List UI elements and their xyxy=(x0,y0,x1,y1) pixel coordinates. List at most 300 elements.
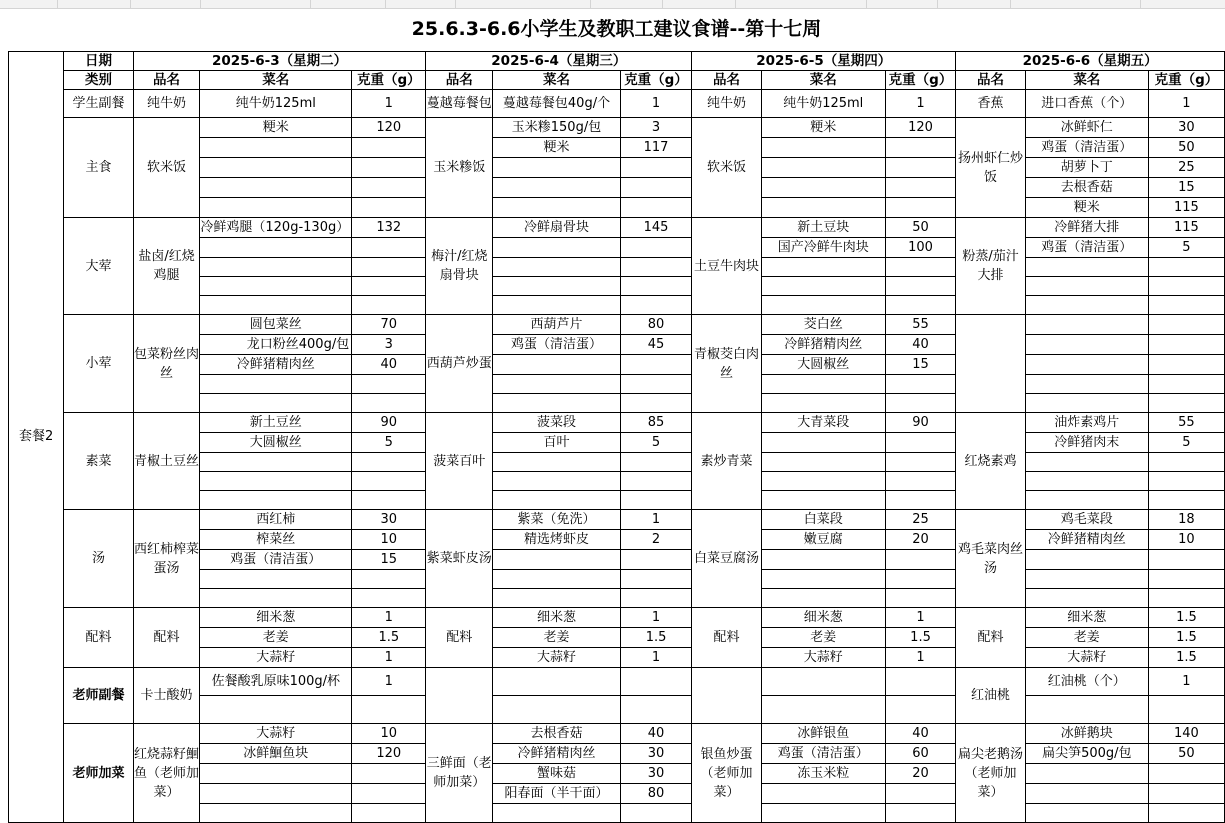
empty-cell xyxy=(493,550,621,570)
dish-cell: 榨菜丝 xyxy=(200,530,352,550)
weight-cell: 120 xyxy=(885,118,956,138)
empty-cell xyxy=(885,453,956,472)
empty-cell xyxy=(1148,296,1224,315)
empty-cell xyxy=(1148,570,1224,589)
empty-cell xyxy=(352,784,426,804)
dish-cell: 鸡蛋（清洁蛋） xyxy=(200,550,352,570)
weight-cell: 80 xyxy=(620,315,691,335)
dish-header: 菜名 xyxy=(761,71,885,90)
dish-cell: 红油桃（个） xyxy=(1025,668,1148,696)
weight-cell: 1.5 xyxy=(1148,608,1224,628)
empty-cell xyxy=(1148,258,1224,277)
empty-cell xyxy=(761,696,885,724)
weight-cell: 1 xyxy=(885,608,956,628)
item-name-cell: 紫菜虾皮汤 xyxy=(426,510,493,608)
empty-cell xyxy=(620,296,691,315)
dish-header: 菜名 xyxy=(200,71,352,90)
weight-cell: 5 xyxy=(620,433,691,453)
weight-cell: 5 xyxy=(352,433,426,453)
item-name-cell: 配料 xyxy=(956,608,1026,668)
empty-cell xyxy=(1148,764,1224,784)
empty-cell xyxy=(200,375,352,394)
combo-label: 套餐2 xyxy=(9,52,64,823)
dish-cell: 细米葱 xyxy=(200,608,352,628)
weight-cell: 1 xyxy=(885,90,956,118)
dish-cell: 鸡蛋（清洁蛋） xyxy=(1025,138,1148,158)
empty-cell xyxy=(200,138,352,158)
weight-cell: 40 xyxy=(885,724,956,744)
empty-cell xyxy=(620,178,691,198)
empty-cell xyxy=(885,158,956,178)
item-name-cell: 蔓越莓餐包 xyxy=(426,90,493,118)
empty-cell xyxy=(200,764,352,784)
empty-cell xyxy=(1148,472,1224,491)
dish-cell: 冷鲜猪精肉丝 xyxy=(200,355,352,375)
item-name-cell: 红油桃 xyxy=(956,668,1026,724)
weight-cell: 50 xyxy=(885,218,956,238)
empty-cell xyxy=(352,138,426,158)
category-header: 类别 xyxy=(64,71,133,90)
empty-cell xyxy=(885,491,956,510)
dish-cell: 纯牛奶125ml xyxy=(761,90,885,118)
weight-cell: 1.5 xyxy=(1148,628,1224,648)
empty-cell xyxy=(352,198,426,218)
empty-cell xyxy=(620,472,691,491)
dish-cell: 粳米 xyxy=(493,138,621,158)
empty-cell xyxy=(620,238,691,258)
dish-cell: 油炸素鸡片 xyxy=(1025,413,1148,433)
weight-cell: 55 xyxy=(885,315,956,335)
empty-cell xyxy=(1025,355,1148,375)
dish-cell: 老姜 xyxy=(200,628,352,648)
empty-cell xyxy=(352,570,426,589)
weight-cell: 2 xyxy=(620,530,691,550)
item-name-header: 品名 xyxy=(956,71,1026,90)
dish-cell: 蟹味菇 xyxy=(493,764,621,784)
empty-cell xyxy=(761,258,885,277)
weight-cell: 1 xyxy=(620,608,691,628)
empty-cell xyxy=(493,472,621,491)
dish-cell: 细米葱 xyxy=(493,608,621,628)
empty-cell xyxy=(493,258,621,277)
empty-cell xyxy=(200,178,352,198)
dish-cell: 老姜 xyxy=(493,628,621,648)
dish-cell: 去根香菇 xyxy=(493,724,621,744)
empty-cell xyxy=(620,453,691,472)
empty-cell xyxy=(352,277,426,296)
weight-cell: 1 xyxy=(620,648,691,668)
category-cell: 老师加菜 xyxy=(64,724,133,823)
empty-cell xyxy=(352,472,426,491)
weight-cell: 115 xyxy=(1148,218,1224,238)
item-name-header: 品名 xyxy=(133,71,200,90)
empty-cell xyxy=(1025,696,1148,724)
dish-cell: 大蒜籽 xyxy=(493,648,621,668)
dish-cell: 菠菜段 xyxy=(493,413,621,433)
item-name-cell: 红烧蒜籽鮰鱼（老师加菜） xyxy=(133,724,200,823)
empty-cell xyxy=(620,491,691,510)
item-name-cell: 西红柿榨菜蛋汤 xyxy=(133,510,200,608)
empty-cell xyxy=(1148,589,1224,608)
empty-cell xyxy=(761,668,885,696)
weight-cell: 132 xyxy=(352,218,426,238)
empty-cell xyxy=(493,570,621,589)
dish-cell: 紫菜（免洗） xyxy=(493,510,621,530)
weight-cell: 90 xyxy=(885,413,956,433)
item-name-cell: 红烧素鸡 xyxy=(956,413,1026,510)
dish-cell: 阳春面（半干面） xyxy=(493,784,621,804)
empty-cell xyxy=(1148,335,1224,355)
item-name-cell: 扁尖老鹅汤（老师加菜） xyxy=(956,724,1026,823)
weight-cell: 15 xyxy=(885,355,956,375)
dish-cell: 鸡蛋（清洁蛋） xyxy=(761,744,885,764)
weight-cell: 10 xyxy=(352,724,426,744)
item-name-cell: 配料 xyxy=(426,608,493,668)
dish-cell: 西红柿 xyxy=(200,510,352,530)
dish-cell: 圆包菜丝 xyxy=(200,315,352,335)
weight-cell: 20 xyxy=(885,530,956,550)
empty-cell xyxy=(200,570,352,589)
empty-cell xyxy=(1025,375,1148,394)
empty-cell xyxy=(620,375,691,394)
weight-cell: 55 xyxy=(1148,413,1224,433)
weight-cell: 1 xyxy=(352,90,426,118)
empty-cell xyxy=(200,277,352,296)
empty-cell xyxy=(761,491,885,510)
empty-cell xyxy=(493,296,621,315)
dish-cell: 百叶 xyxy=(493,433,621,453)
dish-cell: 大蒜籽 xyxy=(200,724,352,744)
weight-cell: 15 xyxy=(352,550,426,570)
empty-cell xyxy=(885,570,956,589)
weight-cell: 115 xyxy=(1148,198,1224,218)
item-name-cell: 包菜粉丝肉丝 xyxy=(133,315,200,413)
empty-cell xyxy=(761,550,885,570)
empty-cell xyxy=(761,589,885,608)
dish-cell: 老姜 xyxy=(761,628,885,648)
weight-cell: 90 xyxy=(352,413,426,433)
empty-cell xyxy=(885,198,956,218)
item-name-cell: 盐卤/红烧鸡腿 xyxy=(133,218,200,315)
dish-cell: 新土豆块 xyxy=(761,218,885,238)
empty-cell xyxy=(885,668,956,696)
empty-cell xyxy=(200,589,352,608)
item-name-cell: 玉米糁饭 xyxy=(426,118,493,218)
item-name-cell: 鸡毛菜肉丝汤 xyxy=(956,510,1026,608)
weight-cell: 20 xyxy=(885,764,956,784)
empty-cell xyxy=(620,550,691,570)
empty-cell xyxy=(1025,570,1148,589)
dish-cell: 冷鲜猪精肉丝 xyxy=(761,335,885,355)
empty-cell xyxy=(493,198,621,218)
empty-cell xyxy=(1025,472,1148,491)
empty-cell xyxy=(200,472,352,491)
empty-cell xyxy=(200,784,352,804)
empty-cell xyxy=(885,178,956,198)
dish-cell: 细米葱 xyxy=(761,608,885,628)
item-name-cell: 扬州虾仁炒饭 xyxy=(956,118,1026,218)
weight-cell: 60 xyxy=(885,744,956,764)
empty-cell xyxy=(493,355,621,375)
empty-cell xyxy=(493,668,621,696)
empty-cell xyxy=(885,550,956,570)
weight-cell: 50 xyxy=(1148,744,1224,764)
dish-cell: 胡萝卜丁 xyxy=(1025,158,1148,178)
weight-cell: 30 xyxy=(620,744,691,764)
item-name-cell: 梅汁/红烧扇骨块 xyxy=(426,218,493,315)
dish-cell: 茭白丝 xyxy=(761,315,885,335)
empty-cell xyxy=(200,296,352,315)
weight-header: 克重（g） xyxy=(352,71,426,90)
empty-cell xyxy=(1148,355,1224,375)
weight-cell: 1.5 xyxy=(352,628,426,648)
empty-cell xyxy=(885,589,956,608)
date-header: 日期 xyxy=(64,52,133,71)
empty-cell xyxy=(885,784,956,804)
weight-cell: 30 xyxy=(1148,118,1224,138)
empty-cell xyxy=(352,491,426,510)
dish-cell: 冰鲜鮰鱼块 xyxy=(200,744,352,764)
empty-cell xyxy=(1025,258,1148,277)
weight-cell: 10 xyxy=(1148,530,1224,550)
weight-cell: 1 xyxy=(620,90,691,118)
weight-cell: 5 xyxy=(1148,238,1224,258)
empty-cell xyxy=(352,238,426,258)
weight-cell: 25 xyxy=(885,510,956,530)
item-name-cell: 配料 xyxy=(133,608,200,668)
dish-cell: 龙口粉丝400g/包 xyxy=(200,335,352,355)
menu-table xyxy=(8,51,1225,823)
weight-cell: 3 xyxy=(352,335,426,355)
empty-cell xyxy=(761,277,885,296)
category-cell: 学生副餐 xyxy=(64,90,133,118)
empty-cell xyxy=(620,198,691,218)
weight-cell: 45 xyxy=(620,335,691,355)
dish-cell: 嫩豆腐 xyxy=(761,530,885,550)
dish-cell: 冻玉米粒 xyxy=(761,764,885,784)
item-name-cell: 素炒青菜 xyxy=(692,413,761,510)
item-name-cell: 青椒土豆丝 xyxy=(133,413,200,510)
empty-cell xyxy=(885,277,956,296)
empty-cell xyxy=(352,453,426,472)
weight-cell: 50 xyxy=(1148,138,1224,158)
empty-cell xyxy=(885,433,956,453)
empty-cell xyxy=(493,277,621,296)
empty-cell xyxy=(352,158,426,178)
weight-cell: 1 xyxy=(1148,90,1224,118)
empty-cell xyxy=(761,472,885,491)
empty-cell xyxy=(885,375,956,394)
dish-cell: 进口香蕉（个） xyxy=(1025,90,1148,118)
empty-cell xyxy=(1025,335,1148,355)
empty-cell xyxy=(620,355,691,375)
empty-cell xyxy=(761,394,885,413)
dish-cell: 白菜段 xyxy=(761,510,885,530)
dish-cell: 大圆椒丝 xyxy=(200,433,352,453)
empty-cell xyxy=(200,453,352,472)
empty-cell xyxy=(761,784,885,804)
empty-cell xyxy=(352,375,426,394)
empty-cell xyxy=(200,238,352,258)
dish-cell: 粳米 xyxy=(200,118,352,138)
empty-cell xyxy=(761,138,885,158)
day-date-header: 2025-6-6（星期五） xyxy=(956,52,1225,71)
dish-cell: 冷鲜猪肉末 xyxy=(1025,433,1148,453)
item-name-cell: 银鱼炒蛋（老师加菜） xyxy=(692,724,761,823)
weight-cell: 10 xyxy=(352,530,426,550)
empty-cell xyxy=(493,696,621,724)
dish-cell: 冰鲜虾仁 xyxy=(1025,118,1148,138)
empty-cell xyxy=(620,258,691,277)
dish-cell: 扁尖笋500g/包 xyxy=(1025,744,1148,764)
empty-cell xyxy=(1025,315,1148,335)
empty-cell xyxy=(352,296,426,315)
empty-cell xyxy=(885,296,956,315)
empty-cell xyxy=(761,296,885,315)
weight-cell: 1.5 xyxy=(885,628,956,648)
category-cell: 主食 xyxy=(64,118,133,218)
empty-cell xyxy=(493,453,621,472)
empty-cell xyxy=(1025,589,1148,608)
empty-cell xyxy=(1025,784,1148,804)
item-name-cell: 三鲜面（老师加菜） xyxy=(426,724,493,823)
empty-cell xyxy=(1148,315,1224,335)
dish-cell: 老姜 xyxy=(1025,628,1148,648)
empty-cell xyxy=(200,394,352,413)
weight-cell: 117 xyxy=(620,138,691,158)
item-name-cell: 西葫芦炒蛋 xyxy=(426,315,493,413)
dish-cell: 鸡蛋（清洁蛋） xyxy=(493,335,621,355)
category-cell: 汤 xyxy=(64,510,133,608)
weight-cell: 100 xyxy=(885,238,956,258)
weight-cell: 1 xyxy=(885,648,956,668)
weight-cell: 80 xyxy=(620,784,691,804)
empty-cell xyxy=(1025,453,1148,472)
category-cell: 大荤 xyxy=(64,218,133,315)
weight-header: 克重（g） xyxy=(1148,71,1224,90)
empty-cell xyxy=(620,277,691,296)
dish-cell: 蔓越莓餐包40g/个 xyxy=(493,90,621,118)
category-cell: 素菜 xyxy=(64,413,133,510)
empty-cell xyxy=(761,158,885,178)
empty-cell xyxy=(352,764,426,784)
weight-cell: 30 xyxy=(620,764,691,784)
weight-cell: 1 xyxy=(620,510,691,530)
empty-cell xyxy=(620,696,691,724)
dish-cell: 冷鲜猪精肉丝 xyxy=(1025,530,1148,550)
empty-cell xyxy=(200,258,352,277)
dish-header: 菜名 xyxy=(1025,71,1148,90)
category-cell: 小荤 xyxy=(64,315,133,413)
weight-cell: 5 xyxy=(1148,433,1224,453)
empty-cell xyxy=(885,138,956,158)
dish-cell: 冰鲜鹅块 xyxy=(1025,724,1148,744)
dish-cell: 大蒜籽 xyxy=(200,648,352,668)
empty-cell xyxy=(1148,394,1224,413)
dish-cell: 去根香菇 xyxy=(1025,178,1148,198)
dish-header: 菜名 xyxy=(493,71,621,90)
item-name-cell: 软米饭 xyxy=(692,118,761,218)
item-name-cell: 纯牛奶 xyxy=(692,90,761,118)
dish-cell: 鸡蛋（清洁蛋） xyxy=(1025,238,1148,258)
item-name-cell: 白菜豆腐汤 xyxy=(692,510,761,608)
empty-cell xyxy=(352,178,426,198)
item-name-header: 品名 xyxy=(692,71,761,90)
item-name-cell xyxy=(426,668,493,724)
item-name-cell: 配料 xyxy=(692,608,761,668)
empty-cell xyxy=(1025,277,1148,296)
dish-cell: 大蒜籽 xyxy=(1025,648,1148,668)
dish-cell: 细米葱 xyxy=(1025,608,1148,628)
day-date-header: 2025-6-3（星期二） xyxy=(133,52,426,71)
item-name-cell: 软米饭 xyxy=(133,118,200,218)
empty-cell xyxy=(620,394,691,413)
dish-cell: 玉米糁150g/包 xyxy=(493,118,621,138)
empty-cell xyxy=(493,158,621,178)
day-date-header: 2025-6-4（星期三） xyxy=(426,52,692,71)
empty-cell xyxy=(1025,394,1148,413)
weight-header: 克重（g） xyxy=(620,71,691,90)
empty-cell xyxy=(352,258,426,277)
item-name-cell: 卡士酸奶 xyxy=(133,668,200,724)
empty-cell xyxy=(493,394,621,413)
weight-cell: 40 xyxy=(352,355,426,375)
weight-cell: 1.5 xyxy=(1148,648,1224,668)
empty-cell xyxy=(885,472,956,491)
empty-cell xyxy=(1025,550,1148,570)
weight-cell: 18 xyxy=(1148,510,1224,530)
weight-cell: 145 xyxy=(620,218,691,238)
weight-cell: 70 xyxy=(352,315,426,335)
empty-cell xyxy=(352,696,426,724)
weight-cell: 1 xyxy=(352,668,426,696)
weight-cell: 1 xyxy=(352,608,426,628)
dish-cell: 粳米 xyxy=(1025,198,1148,218)
empty-cell xyxy=(761,453,885,472)
item-name-cell: 土豆牛肉块 xyxy=(692,218,761,315)
spreadsheet-top-strip xyxy=(0,0,1225,9)
empty-cell xyxy=(1148,453,1224,472)
empty-cell xyxy=(1148,550,1224,570)
weight-cell: 15 xyxy=(1148,178,1224,198)
item-name-cell: 青椒茭白肉丝 xyxy=(692,315,761,413)
empty-cell xyxy=(200,491,352,510)
empty-cell xyxy=(885,258,956,277)
day-date-header: 2025-6-5（星期四） xyxy=(692,52,956,71)
item-name-cell: 香蕉 xyxy=(956,90,1026,118)
dish-cell: 佐餐酸乳原味100g/杯 xyxy=(200,668,352,696)
dish-cell: 冰鲜银鱼 xyxy=(761,724,885,744)
dish-cell: 鸡毛菜段 xyxy=(1025,510,1148,530)
empty-cell xyxy=(1025,764,1148,784)
empty-cell xyxy=(620,570,691,589)
empty-cell xyxy=(493,589,621,608)
dish-cell: 大圆椒丝 xyxy=(761,355,885,375)
weight-cell: 120 xyxy=(352,118,426,138)
dish-cell: 冷鲜猪精肉丝 xyxy=(493,744,621,764)
page-title: 25.6.3-6.6小学生及教职工建议食谱--第十七周 xyxy=(411,18,822,40)
empty-cell xyxy=(1148,277,1224,296)
dish-cell: 新土豆丝 xyxy=(200,413,352,433)
dish-cell: 大蒜籽 xyxy=(761,648,885,668)
empty-cell xyxy=(200,696,352,724)
item-name-cell xyxy=(692,668,761,724)
category-cell: 配料 xyxy=(64,608,133,668)
empty-cell xyxy=(620,158,691,178)
weight-cell: 1 xyxy=(1148,668,1224,696)
weight-cell: 3 xyxy=(620,118,691,138)
item-name-header: 品名 xyxy=(426,71,493,90)
